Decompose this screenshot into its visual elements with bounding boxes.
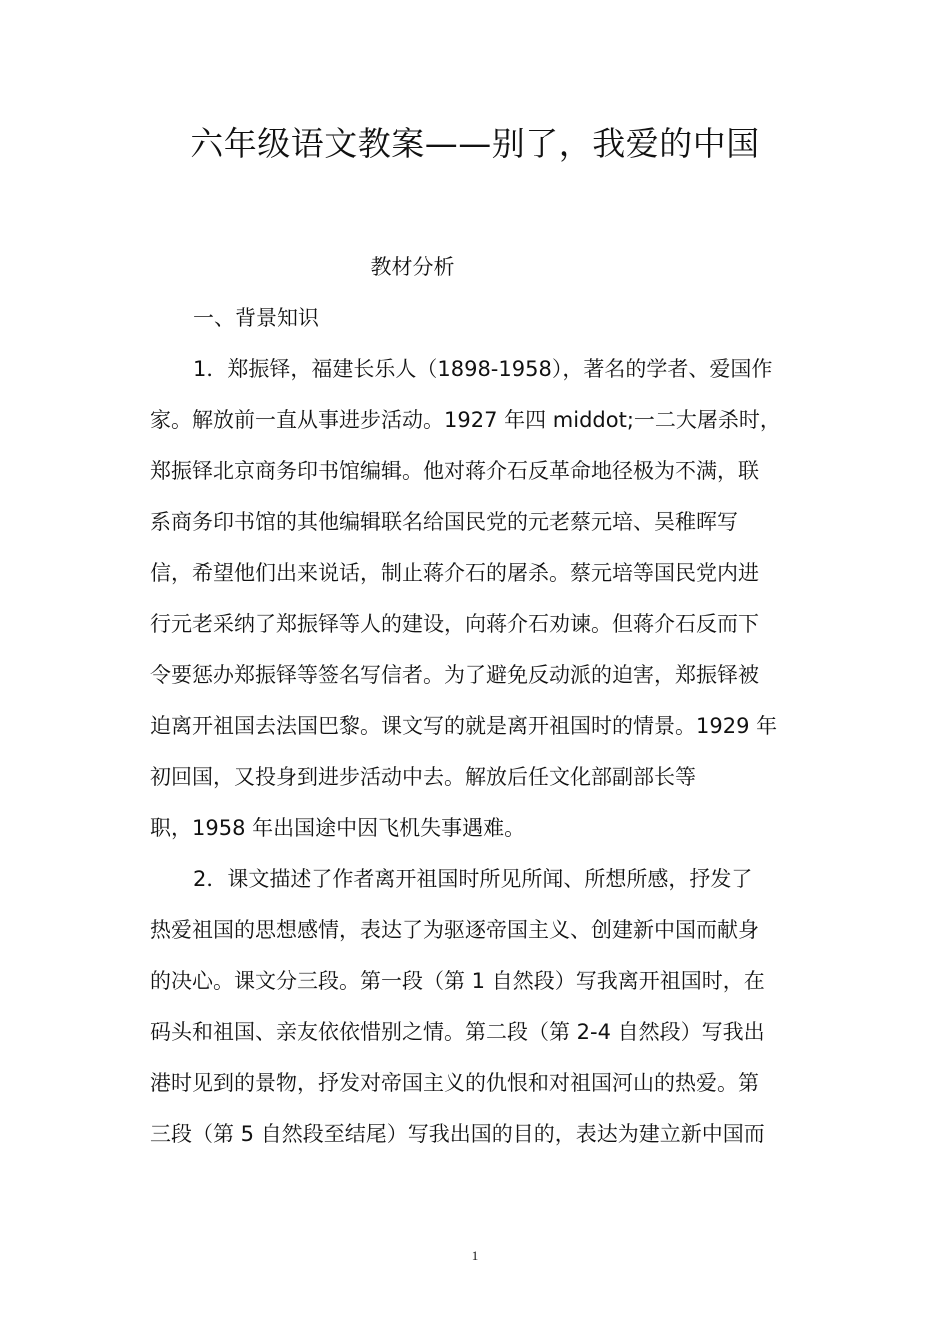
page-number: 1 xyxy=(471,1248,479,1263)
subheading-background: 一、背景知识 xyxy=(193,306,319,330)
paragraph-line: 迫离开祖国去法国巴黎。课文写的就是离开祖国时的情景。1929 年 xyxy=(150,714,778,738)
paragraph-line: 信，希望他们出来说话，制止蒋介石的屠杀。蔡元培等国民党内进 xyxy=(150,561,759,585)
paragraph-line: 郑振铎北京商务印书馆编辑。他对蒋介石反革命地径极为不满，联 xyxy=(150,459,759,483)
paragraph-line: 2．课文描述了作者离开祖国时所见所闻、所想所感，抒发了 xyxy=(193,867,753,891)
paragraph-line: 1．郑振铎，福建长乐人（1898-1958），著名的学者、爱国作 xyxy=(193,357,773,381)
document-title: 六年级语文教案——别了，我爱的中国 xyxy=(190,124,760,163)
paragraph-line: 系商务印书馆的其他编辑联名给国民党的元老蔡元培、吴稚晖写 xyxy=(150,510,738,534)
paragraph-line: 令要惩办郑振铎等签名写信者。为了避免反动派的迫害，郑振铎被 xyxy=(150,663,759,687)
paragraph-line: 的决心。课文分三段。第一段（第 1 自然段）写我离开祖国时，在 xyxy=(150,969,765,993)
paragraph-line: 职，1958 年出国途中因飞机失事遇难。 xyxy=(150,816,526,840)
section-heading: 教材分析 xyxy=(370,255,455,279)
paragraph-line: 初回国，又投身到进步活动中去。解放后任文化部副部长等 xyxy=(150,765,696,789)
paragraph-line: 家。解放前一直从事进步活动。1927 年四 middot;一二大屠杀时， xyxy=(150,408,781,432)
paragraph-line: 三段（第 5 自然段至结尾）写我出国的目的，表达为建立新中国而 xyxy=(150,1122,765,1146)
paragraph-line: 行元老采纳了郑振铎等人的建设，向蒋介石劝谏。但蒋介石反而下 xyxy=(150,612,759,636)
paragraph-line: 热爱祖国的思想感情，表达了为驱逐帝国主义、创建新中国而献身 xyxy=(150,918,759,942)
paragraph-line: 港时见到的景物，抒发对帝国主义的仇恨和对祖国河山的热爱。第 xyxy=(150,1071,759,1095)
paragraph-line: 码头和祖国、亲友依依惜别之情。第二段（第 2-4 自然段）写我出 xyxy=(150,1020,765,1044)
